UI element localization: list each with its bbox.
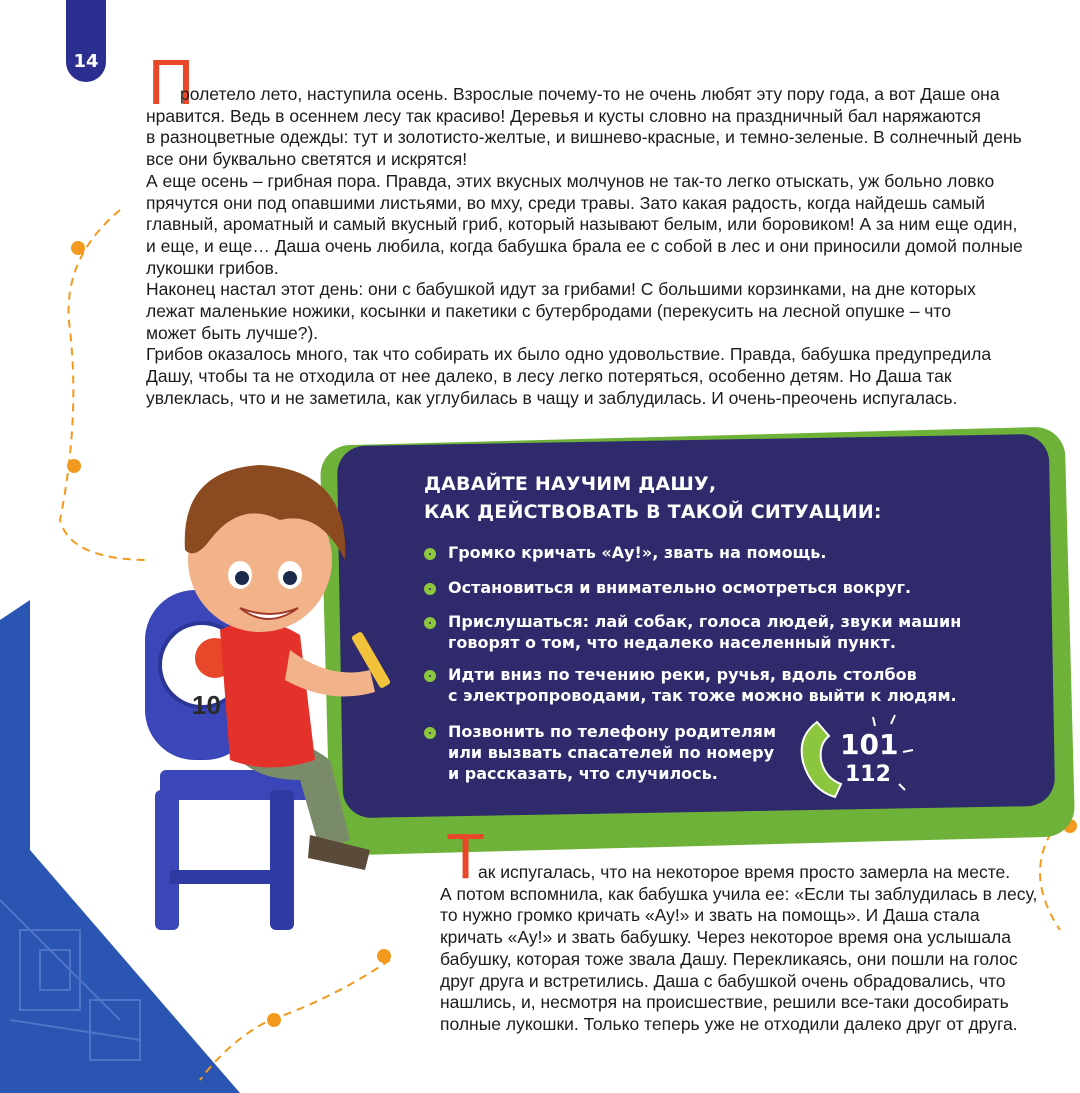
safety-tip-text (448, 721, 776, 784)
story-line: друг друга и встретились. Даша с бабушкой очень обрадовались, что (440, 970, 1006, 991)
story-line: Наконец настал этот день: они с бабушкой идут за грибами! С большими корзинками, на дне которых (146, 279, 976, 300)
story-line: ак испугалась, что на некоторое время просто замерла на месте. (478, 862, 1011, 882)
story-line: нравится. Ведь в осеннем лесу так красиво! Деревья и кусты словно на праздничный бал наряжаются (146, 105, 981, 126)
story-line: А еще осень – грибная пора. Правда, этих вкусных молчунов не так-то легко отыскать, уж больно ловко (146, 170, 995, 191)
safety-tip-line: Прислушаться: лай собак, голоса людей, звуки машин (448, 612, 962, 631)
safety-tip-text (448, 577, 911, 598)
story-line: увлеклась, что и не заметила, как углубилась в чащу и заблудилась. И очень-преочень испугалась. (146, 387, 958, 408)
safety-tip-line: или вызвать спасателей по номеру (448, 743, 775, 762)
story-line: Грибов оказалось много, так что собирать их было одно удовольствие. Правда, бабушка предупредила (146, 344, 992, 365)
safety-tip-line: и рассказать, что случилось. (448, 764, 718, 783)
boy-illustration (140, 430, 430, 940)
story-line: лежат маленькие ножики, косынки и пакетики с бутербродами (перекусить на лесной опушке – что (146, 301, 951, 321)
safety-tip (424, 611, 961, 653)
page-number: 14 (66, 0, 106, 82)
safety-tip-line: Громко кричать «Ау!», звать на помощь. (448, 543, 827, 562)
panel-title-line-2: КАК ДЕЙСТВОВАТЬ В ТАКОЙ СИТУАЦИИ: (424, 501, 882, 523)
story-line: Дашу, чтобы та не отходила от нее далеко, в лесу легко потеряться, особенно детям. Но Даша так (146, 366, 952, 387)
safety-tip-line: Позвонить по телефону родителям (448, 722, 777, 741)
story-line: бабушку, которая тоже звала Дашу. Перекликаясь, они пошли на голос (440, 948, 1018, 969)
story-line: главный, ароматный и самый вкусный гриб, который называют белым, или боровиком! А за ним еще один, (146, 214, 1018, 235)
story-line: прячутся они под опавшими листьями, во мху, среди травы. Зато какая радость, когда найдешь самый (146, 192, 985, 213)
story-line: все они буквально светятся и искрятся! (146, 149, 468, 170)
story-line: кричать «Ау!» и звать бабушку. Через некоторое время она услышала (440, 927, 1012, 948)
story-line: А потом вспомнила, как бабушка учила ее: «Если ты заблудилась в лесу, (440, 883, 1038, 904)
safety-tip-text (448, 542, 826, 563)
safety-tip-line: говорят о том, что недалеко населенный пункт. (448, 633, 896, 652)
panel-title-line-1: ДАВАЙТЕ НАУЧИМ ДАШУ, (424, 473, 717, 495)
story-line: лукошки грибов. (146, 257, 279, 278)
story-line: полные лукошки. Только теперь уже не отходили далеко друг от друга. (440, 1013, 1018, 1034)
safety-tip-line: Остановиться и внимательно осмотреться вокруг. (448, 578, 912, 597)
safety-tip-text (448, 611, 961, 653)
safety-tip-line: Идти вниз по течению реки, ручья, вдоль столбов (448, 665, 917, 684)
ending-dropcap: Т (446, 820, 486, 892)
story-line: ролетело лето, наступила осень. Взрослые почему-то не очень любят эту пору года, а вот Даше она (180, 84, 1000, 104)
safety-tip (424, 721, 776, 784)
rescue-number-112: 112 (845, 762, 891, 787)
safety-tip-text (448, 664, 957, 706)
chair-sign-text: 10 (192, 690, 221, 720)
safety-tip (424, 664, 957, 706)
story-line: то нужно громко кричать «Ау!» и звать на помощь». И Даша стала (440, 905, 980, 926)
intro-dropcap: П (148, 46, 194, 118)
panel-title (424, 470, 882, 526)
safety-tip-line: с электропроводами, так тоже можно выйти к людям. (448, 686, 957, 705)
rescue-number-101: 101 (840, 728, 899, 761)
story-line: в разноцветные одежды: тут и золотисто-желтые, и вишнево-красные, и темно-зеленые. В солнечный день (146, 127, 1022, 148)
safety-tip (424, 542, 826, 563)
story-line: и еще, и еще… Даша очень любила, когда бабушка брала ее с собой в лес и они приносили домой полные (146, 235, 1023, 256)
story-line: нашлись, и, несмотря на происшествие, решили все-таки дособирать (440, 992, 1009, 1013)
safety-tip (424, 577, 911, 598)
story-line: может быть лучше?). (146, 322, 319, 343)
